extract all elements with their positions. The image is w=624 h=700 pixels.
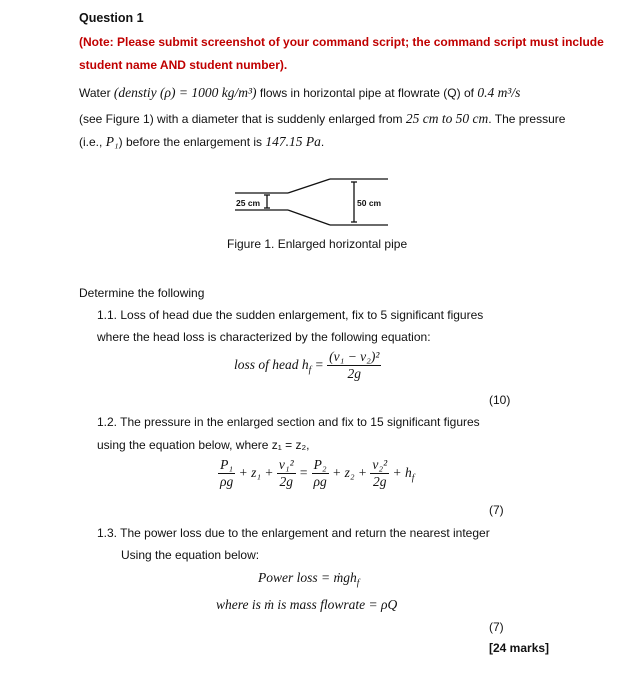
intro-line-3: (i.e., P₁) before the enlargement is 147.15 Pa.	[79, 134, 325, 149]
figure-caption: Figure 1. Enlarged horizontal pipe	[227, 237, 408, 251]
note-line-1: (Note: Please submit screenshot of your command script; the command script must include	[79, 35, 604, 49]
tasks-intro: Determine the following	[79, 286, 205, 300]
task-1-1-marks: (10)	[489, 393, 511, 407]
mass-flowrate-definition: where is ṁ is mass flowrate = ρQ	[216, 597, 398, 612]
total-marks: [24 marks]	[489, 641, 550, 655]
intro-line-2: (see Figure 1) with a diameter that is suddenly enlarged from 25 cm to 50 cm. The pressure	[79, 111, 566, 126]
enlargement-bottom-wall	[288, 210, 330, 225]
task-1-2-line-2: using the equation below, where z₁ = z₂,	[97, 438, 310, 452]
task-1-2-marks: (7)	[489, 503, 504, 517]
task-1-3-line-2: Using the equation below:	[121, 548, 260, 562]
small-diameter-label: 25 cm	[236, 198, 261, 208]
task-1-1-line-1: 1.1. Loss of head due the sudden enlargement, fix to 5 significant figures	[97, 308, 484, 322]
task-1-3-line-1: 1.3. The power loss due to the enlargement and return the nearest integer	[97, 526, 490, 540]
task-1-3-marks: (7)	[489, 620, 504, 634]
power-loss-equation: Power loss = ṁgh$_f$	[258, 570, 360, 589]
head-loss-equation: loss of head $h_f$ = $\frac{\text{(v₁ − v₂)²}}{2g}$	[234, 349, 380, 382]
enlargement-top-wall	[288, 179, 330, 193]
question-title: Question 1	[79, 11, 144, 25]
note-line-2: student name AND student number).	[79, 58, 288, 72]
intro-line-1: Water (denstiy (ρ) = 1000 kg/m³) flows in horizontal pipe at flowrate (Q) of 0.4 m³/s	[79, 85, 521, 100]
bernoulli-equation: $\frac{\text{P₁}}{\rho g}$ + z₁ + $\frac{\text{v₁²}}{2g}$ = $\frac{\text{P₂}}{\rho g}$ + z₂ + $\frac{\text{v₂²}}{2g}$ + $h_f$	[220, 457, 415, 490]
task-1-2-line-1: 1.2. The pressure in the enlarged section and fix to 15 significant figures	[97, 415, 480, 429]
task-1-1-line-2: where the head loss is characterized by the following equation:	[97, 330, 431, 344]
large-diameter-label: 50 cm	[357, 198, 382, 208]
